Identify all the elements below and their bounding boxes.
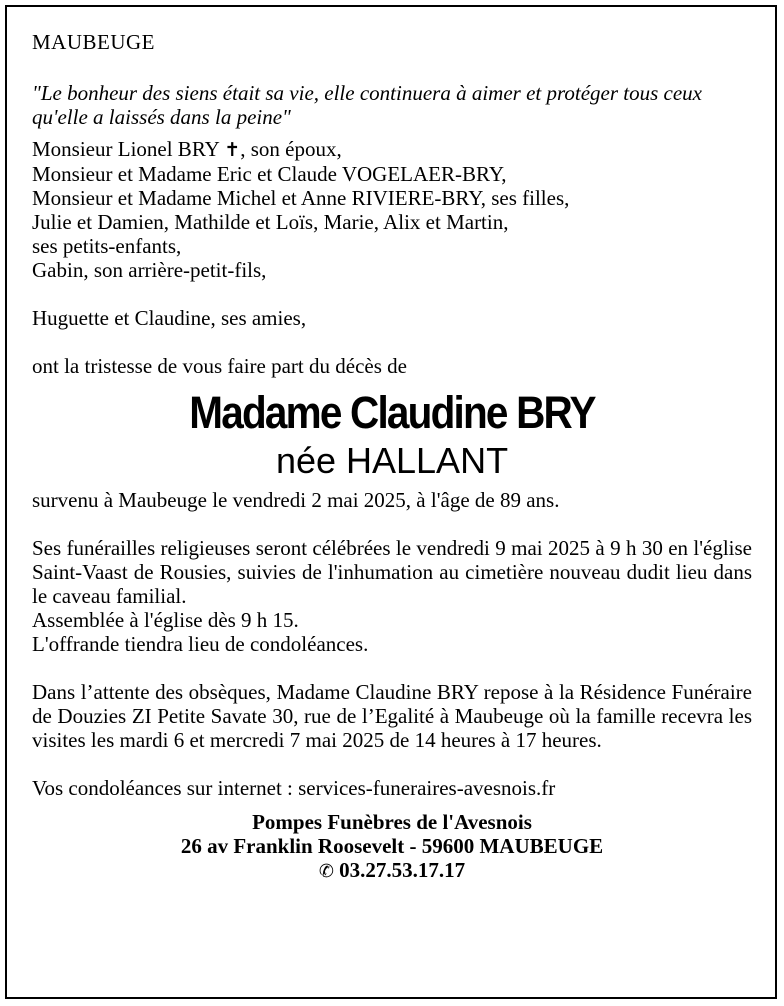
husband-relation: , son époux, <box>240 137 342 161</box>
company-name: Pompes Funèbres de l'Avesnois <box>252 810 532 834</box>
husband-name: Monsieur Lionel BRY <box>32 137 220 161</box>
announcement-text: ont la tristesse de vous faire part du décès de <box>32 354 407 378</box>
family-line: Gabin, son arrière-petit-fils, <box>32 258 267 282</box>
family-list <box>32 137 752 330</box>
company-phone <box>32 858 752 884</box>
family-line: Monsieur et Madame Eric et Claude VOGELAER-BRY, <box>32 162 507 186</box>
family-line: Julie et Damien, Mathilde et Loïs, Marie, Alix et Martin, <box>32 210 509 234</box>
funeral-details: Ses funérailles religieuses seront célébrées le vendredi 9 mai 2025 à 9 h 30 en l'église Saint-Vaast de Rousies, suivies de l'inhumation au cimetière nouveau dudit lieu dans le caveau familial. <box>32 536 752 608</box>
phone-icon: ✆ <box>318 861 334 882</box>
town-heading: MAUBEUGE <box>32 30 155 54</box>
funeral-home-footer <box>32 810 752 884</box>
maiden-name: née HALLANT <box>275 440 509 481</box>
assembly-info: Assemblée à l'église dès 9 h 15. <box>32 608 299 632</box>
phone-number: 03.27.53.17.17 <box>339 858 466 882</box>
quote-line: qu'elle a laissés dans la peine" <box>32 105 291 129</box>
family-line: Monsieur et Madame Michel et Anne RIVIERE-BRY, ses filles, <box>32 186 570 210</box>
epitaph-quote <box>32 81 752 129</box>
cross-icon: ✝ <box>224 139 241 161</box>
family-line-husband <box>32 137 752 162</box>
online-condolences: Vos condoléances sur internet : services-funeraires-avesnois.fr <box>32 776 556 800</box>
family-line: ses petits-enfants, <box>32 234 182 258</box>
quote-line: "Le bonheur des siens était sa vie, elle continuera à aimer et protéger tous ceux <box>32 81 702 105</box>
friends-line: Huguette et Claudine, ses amies, <box>32 306 307 330</box>
offering-info: L'offrande tiendra lieu de condoléances. <box>32 632 369 656</box>
obituary-notice <box>32 30 752 884</box>
deceased-name: Madame Claudine BRY <box>189 387 595 438</box>
company-address: 26 av Franklin Roosevelt - 59600 MAUBEUGE <box>180 834 604 858</box>
death-info: survenu à Maubeuge le vendredi 2 mai 2025, à l'âge de 89 ans. <box>32 488 560 512</box>
visitation-details: Dans l’attente des obsèques, Madame Claudine BRY repose à la Résidence Funéraire de Douzies ZI Petite Savate 30, rue de l’Egalité à Maubeuge où la famille recevra les visites les mardi 6 et mercredi 7 mai 2025 de 14 heures à 17 heures. <box>32 680 752 752</box>
